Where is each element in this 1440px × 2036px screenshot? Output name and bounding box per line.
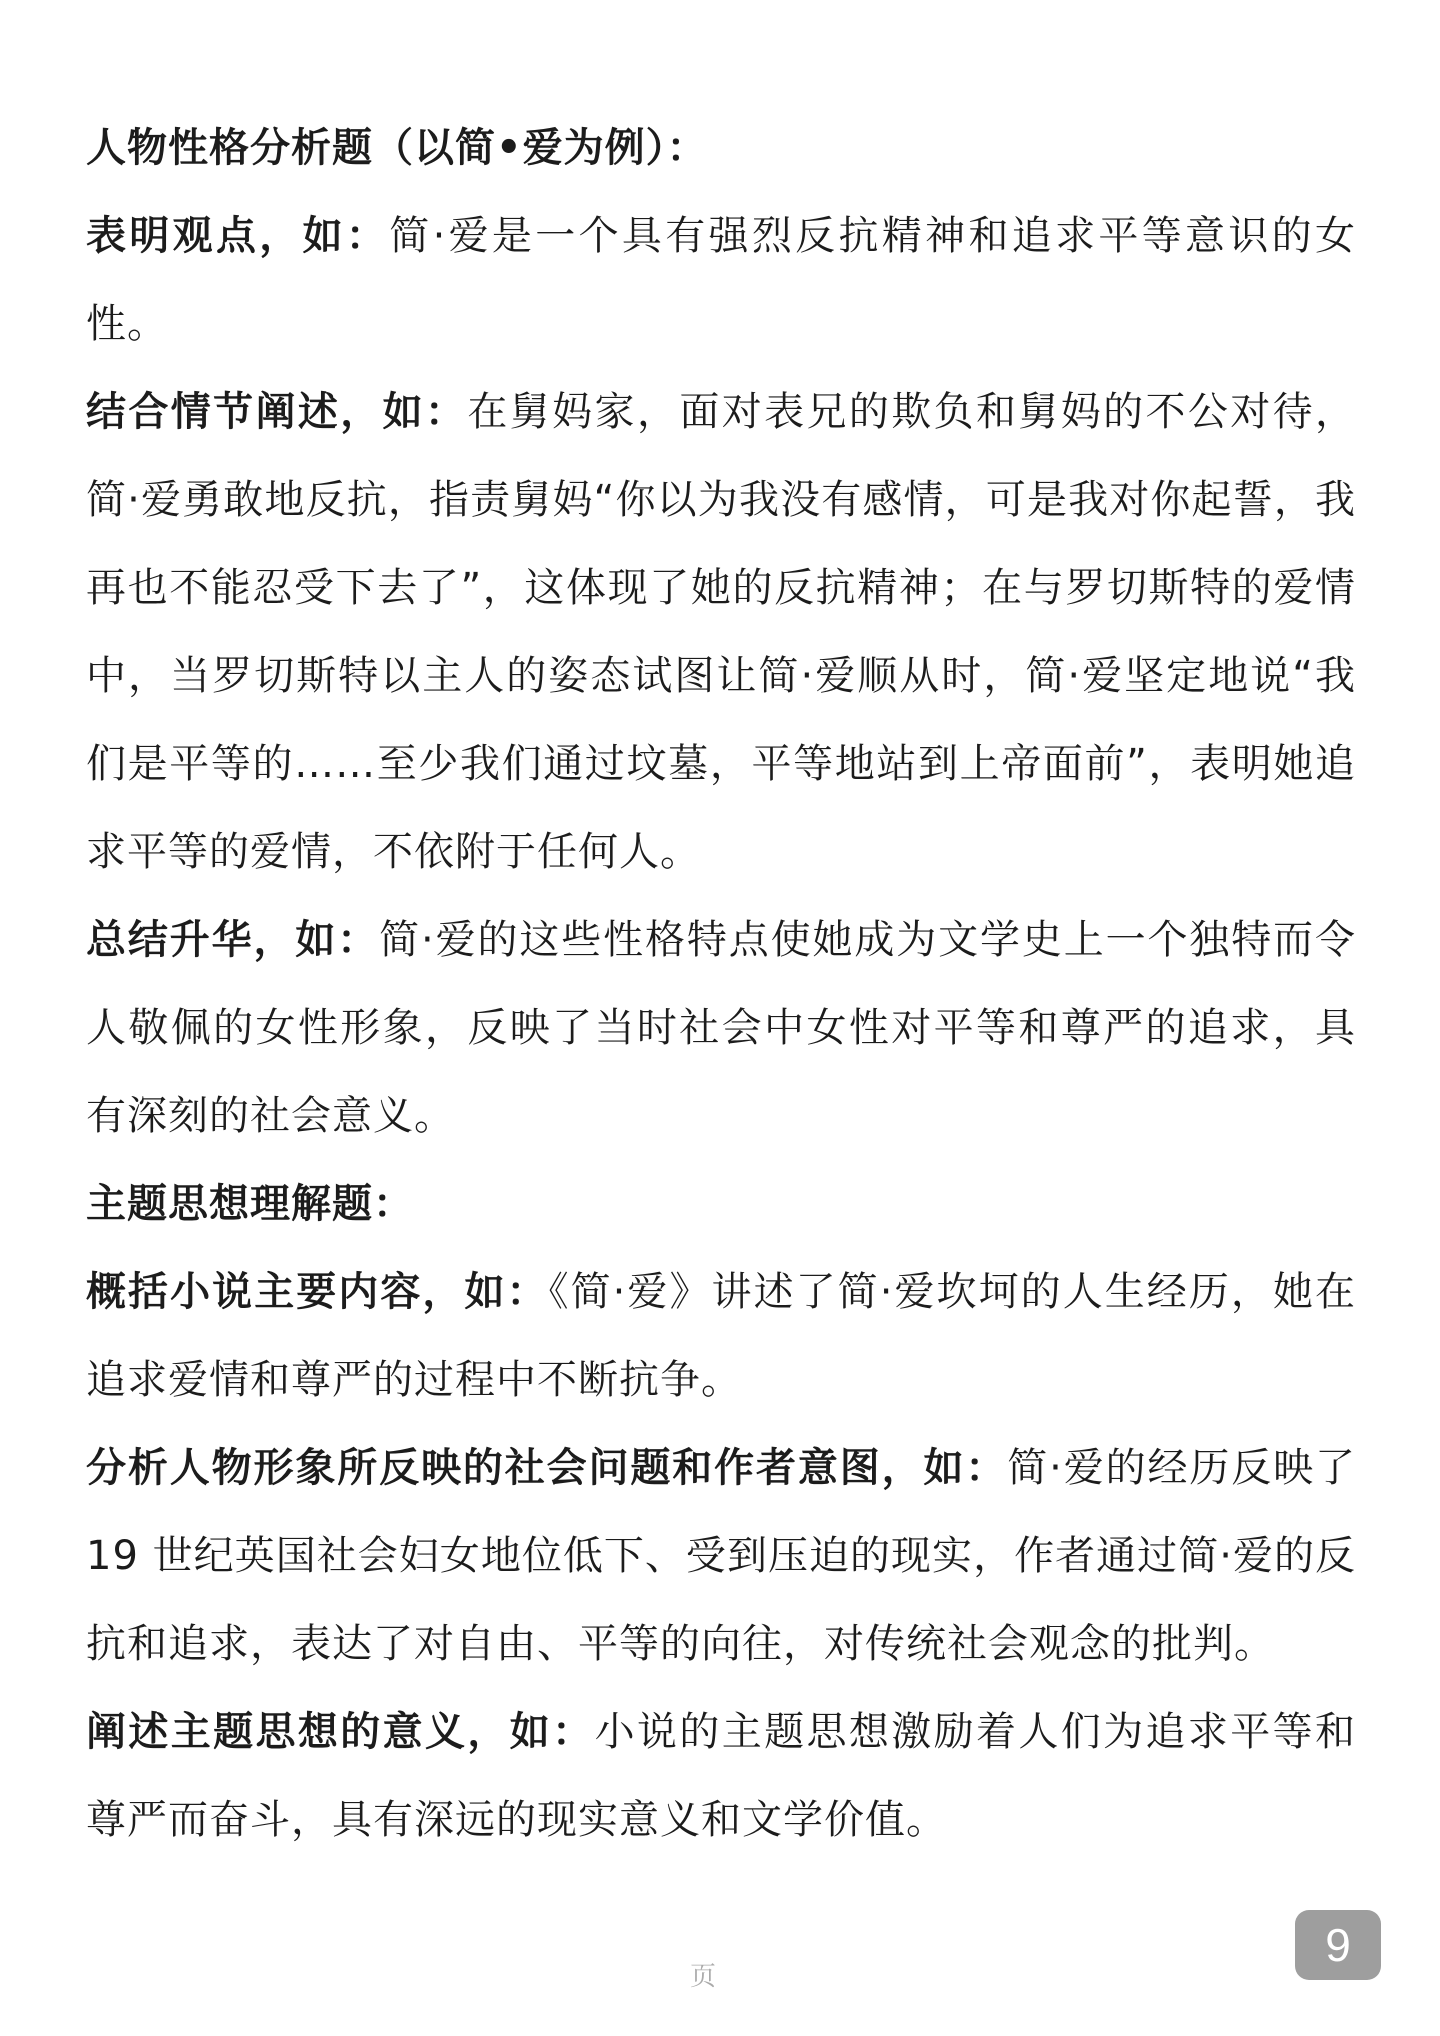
paragraph-lead: 结合情节阐述，如： bbox=[86, 389, 468, 435]
paragraph-main-content bbox=[86, 1248, 1356, 1424]
paragraph-lead: 阐述主题思想的意义，如： bbox=[86, 1709, 595, 1755]
paragraph-body: 简·爱的这些性格特点使她成为文学史上一个独特而令人敬佩的女性形象，反映了当时社会中女性对平等和尊严的追求，具有深刻的社会意义。 bbox=[86, 917, 1357, 1139]
paragraph-body: 小说的主题思想激励着人们为追求平等和尊严而奋斗，具有深远的现实意义和文学价值。 bbox=[86, 1709, 1357, 1843]
paragraph-body: 在舅妈家，面对表兄的欺负和舅妈的不公对待，简·爱勇敢地反抗，指责舅妈“你以为我没有感情，可是我对你起誓，我再也不能忍受下去了”，这体现了她的反抗精神；在与罗切斯特的爱情中，当罗切斯特以主人的姿态试图让简·爱顺从时，简·爱坚定地说“我们是平等的……至少我们通过坟墓，平等地站到上帝面前”，表明她追求平等的爱情，不依附于任何人。 bbox=[86, 389, 1357, 875]
paragraph-body: 《简·爱》讲述了简·爱坎坷的人生经历，她在追求爱情和尊严的过程中不断抗争。 bbox=[86, 1269, 1356, 1403]
paragraph-lead: 分析人物形象所反映的社会问题和作者意图，如： bbox=[86, 1445, 1008, 1491]
paragraph-lead: 表明观点，如： bbox=[86, 213, 390, 259]
paragraph-body: 简·爱的经历反映了 19 世纪英国社会妇女地位低下、受到压迫的现实，作者通过简·爱的反抗和追求，表达了对自由、平等的向往，对传统社会观念的批判。 bbox=[86, 1445, 1357, 1667]
paragraph-lead: 概括小说主要内容，如： bbox=[86, 1269, 549, 1315]
section-title-theme-understanding: 主题思想理解题： bbox=[86, 1181, 414, 1227]
paragraph-theme-significance bbox=[86, 1688, 1356, 1864]
paragraph-lead: 总结升华，如： bbox=[86, 917, 380, 963]
section-title-character-analysis: 人物性格分析题（以简•爱为例）： bbox=[86, 125, 708, 171]
page-footer-label: 页 bbox=[690, 1962, 717, 1992]
paragraph-state-view bbox=[86, 192, 1356, 368]
paragraph-social-issues bbox=[86, 1424, 1356, 1688]
page-number-badge: 9 bbox=[1295, 1910, 1381, 1980]
paragraph-plot-explanation bbox=[86, 368, 1356, 896]
page-content bbox=[86, 104, 1356, 1864]
paragraph-summary bbox=[86, 896, 1356, 1160]
paragraph-body: 简·爱是一个具有强烈反抗精神和追求平等意识的女性。 bbox=[86, 213, 1357, 347]
